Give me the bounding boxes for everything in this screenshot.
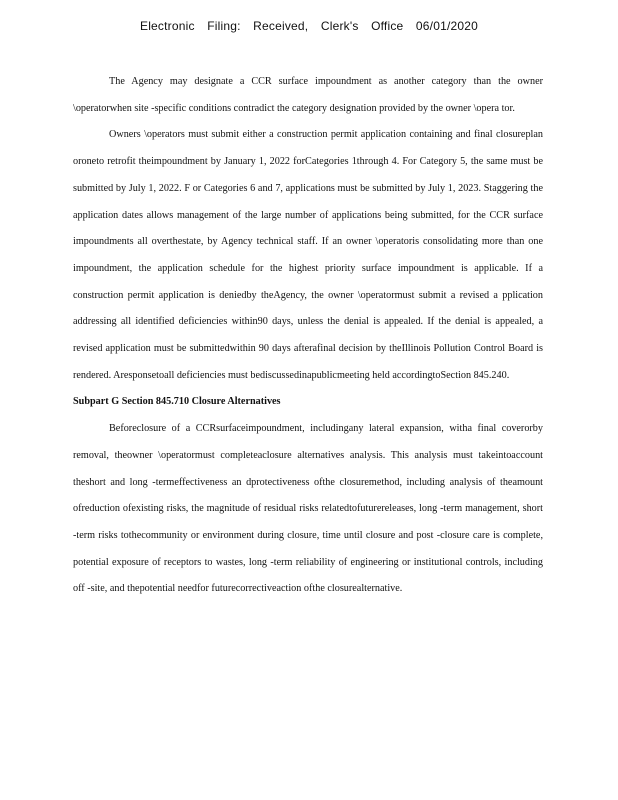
paragraph-application-schedule: Owners \operators must submit either a construction permit application containing and final closureplan oroneto retrofit theimpoundment by January 1, 2022 forCategories 1through 4. For Category 5, the same must be submitted by July 1, 2022. F or Categories 6 and 7, applications must be submitted by July 1, 2023. Staggering the application dates allows management of the large number of applications being submitted, for the CCR surface impoundments all overthestate, by Agency technical staff. If an owner \operatoris consolidating more than one impoundment, the application schedule for the highest priority surface impoundment is applicable. If a construction permit application is deniedby theAgency, the owner \operatormust submit a revised a pplication addressing all identified deficiencies within90 days, unless the denial is appealed. If the denial is appealed, a revised application must be submittedwithin 90 days afterafinal decision by theIllinois Pollution Control Board is rendered. Aresponsetoall deficiencies must bediscussedinapublicmeeting held accordingtoSection 845.240.: [73, 129, 543, 381]
paragraph-closure-alternatives: Beforeclosure of a CCRsurfaceimpoundment, includingany lateral expansion, witha final coverorby removal, theowner \operatormust completeaclosure alternatives analysis. This analysis must takeintoaccount theshort and long -termeffectiveness an dprotectiveness ofthe closuremethod, including analysis of theamount ofreduction ofexisting risks, the magnitude of residual risks relatedtofuturereleases, long -term management, short -term risks tothecommunity or environment during closure, time until closure and post -closure care is complete, potential exposure of receptors to wastes, long -term reliability of engineering or institutional controls, including off -site, and thepotential needfor futurecorrectiveaction ofthe closurealternative.: [73, 423, 543, 595]
paragraph-agency-designation: The Agency may designate a CCR surface impoundment as another category than the owner \operatorwhen site -specific conditions contradict the category designation provided by the owner \opera tor.: [73, 76, 543, 114]
section-heading: Subpart G Section 845.710 Closure Alternatives: [73, 396, 281, 408]
filing-stamp-header: Electronic Filing: Received, Clerk's Office 06/01/2020: [139, 19, 478, 33]
document-body: [73, 69, 543, 603]
